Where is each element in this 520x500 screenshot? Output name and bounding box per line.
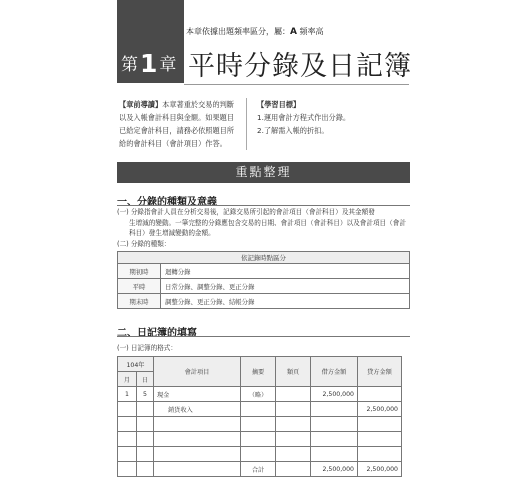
table-row: 1 5 現金 （略） 2,500,000 xyxy=(118,387,402,402)
chapter-number: 第1 章 xyxy=(121,49,177,78)
journal-header-row: 104年 會計項目 摘要 類頁 借方金額 貸方金額 xyxy=(118,357,402,372)
paragraph: (一) 日記簿的格式： xyxy=(117,344,177,352)
intro-heading: 【章前導讀】 xyxy=(119,100,163,109)
journal-header-row: 月 日 xyxy=(118,372,402,387)
chapter-title: 平時分錄及日記簿 xyxy=(188,51,412,82)
year-cell: 104年 xyxy=(118,357,154,372)
key-points-banner: 重點整理 xyxy=(117,162,410,183)
learning-goals xyxy=(257,98,407,137)
table-header: 依記錄時點區分 xyxy=(118,252,410,264)
table-row: 期初時 迴轉分錄 xyxy=(118,264,410,279)
entry-types-table xyxy=(117,251,410,309)
goal-item: 1.運用會計方程式作出分錄。 xyxy=(257,113,351,122)
table-row xyxy=(118,447,402,462)
paragraph: (二) 分錄的種類： xyxy=(117,240,171,248)
table-row: 期末時 調整分錄、更正分錄、結帳分錄 xyxy=(118,294,410,309)
section-title: 二、日記簿的填寫 xyxy=(117,328,197,339)
chapter-intro xyxy=(119,98,239,150)
frequency-note: 本章依據出題頻率區分，屬：A 頻率高 xyxy=(186,27,324,37)
table-row: 平時 日常分錄、調整分錄、更正分錄 xyxy=(118,279,410,294)
frequency-grade: A xyxy=(290,27,297,37)
goal-item: 2.了解需入帳的折扣。 xyxy=(257,126,329,135)
section-divider xyxy=(117,205,410,206)
intro-text: 本章著重於交易的判斷以及入帳會計科目與金額。如果題目已給定會計科目，請務必依照題目所給的會計科目（會計項目）作答。 xyxy=(119,100,235,148)
section-title: 一、分錄的種類及意義 xyxy=(117,197,217,208)
table-row xyxy=(118,432,402,447)
table-row: 銷貨收入 2,500,000 xyxy=(118,402,402,417)
total-row: 合計 2,500,000 2,500,000 xyxy=(118,462,402,477)
table-row xyxy=(118,417,402,432)
paragraph: (一) 分錄指會計人員在分析交易後，記錄交易所引起的會計項目（會計科目）及其金額發 生增減的變動。一筆完整的分錄應包含交易的日期、會計項目（會計科目）以及會計項目（會計科目）發生增減變動的金額。 xyxy=(117,208,406,237)
goals-heading: 【學習目標】 xyxy=(257,100,301,109)
header-divider xyxy=(184,84,409,85)
journal-table xyxy=(117,356,402,477)
section-divider xyxy=(117,336,410,337)
guide-divider xyxy=(246,98,247,150)
